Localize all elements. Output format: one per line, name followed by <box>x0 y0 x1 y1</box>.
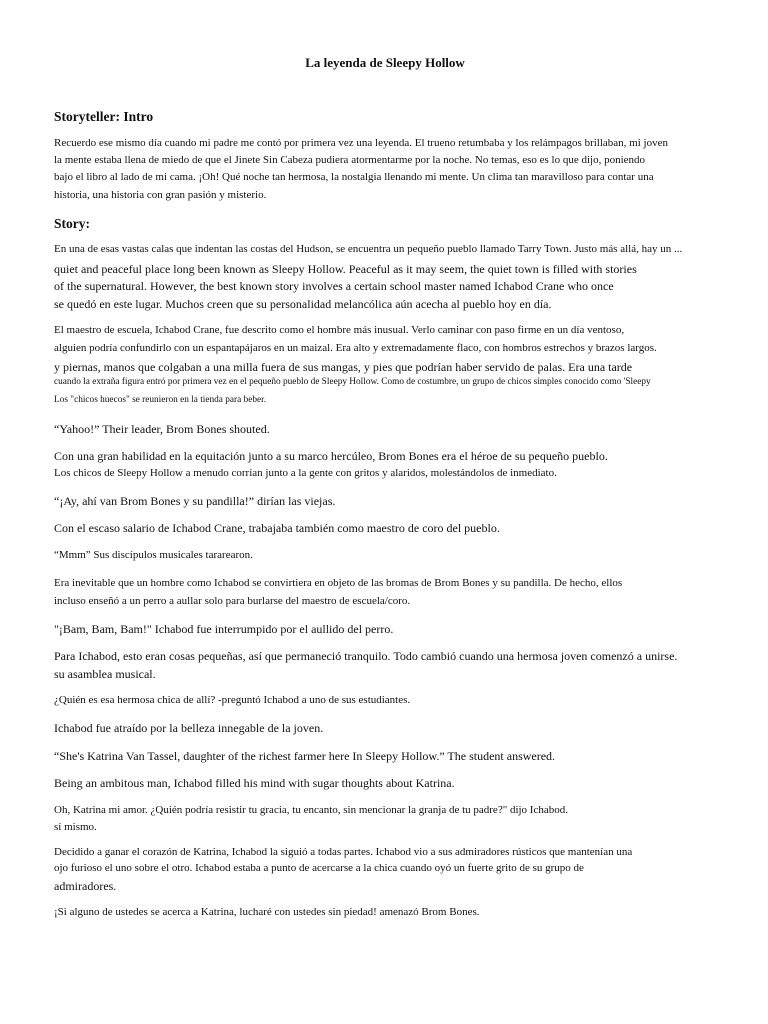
text-line: Los chicos de Sleepy Hollow a menudo corrían junto a la gente con gritos y alaridos, molestándolos de inmediato. <box>54 467 557 479</box>
text-line: Being an ambitous man, Ichabod filled his mind with sugar thoughts about Katrina. <box>54 776 455 790</box>
text-line: alguien podría confundirlo con un espantapájaros en un maizal. Era alto y extremadamente flaco, con hombros estrechos y brazos largos. <box>54 342 657 354</box>
text-line: sí mismo. <box>54 821 97 833</box>
section-heading-story: Story: <box>54 216 90 231</box>
text-line: “Mmm” Sus discípulos musicales tararearon. <box>54 549 253 561</box>
text-line: “Yahoo!” Their leader, Brom Bones shouted. <box>54 422 270 436</box>
text-line: ojo furioso el uno sobre el otro. Ichabod estaba a punto de acercarse a la chica cuando oyó un fuerte grito de su grupo de <box>54 862 584 874</box>
text-line: Los "chicos huecos" se reunieron en la tienda para beber. <box>54 395 267 405</box>
section-heading-intro: Storyteller: Intro <box>54 109 154 124</box>
text-line: ¡Si alguno de ustedes se acerca a Katrina, lucharé con ustedes sin piedad! amenazó Brom Bones. <box>54 906 480 918</box>
text-line: Con el escaso salario de Ichabod Crane, trabajaba también como maestro de coro del pueblo. <box>54 521 500 535</box>
text-line: En una de esas vastas calas que indentan las costas del Hudson, se encuentra un pequeño pueblo llamado Tarry Town. Justo más allá, hay un ... <box>54 243 683 255</box>
text-line: la mente estaba llena de miedo de que el Jinete Sin Cabeza pudiera atormentarme por la noche. No temas, eso es lo que dijo, poniendo <box>54 154 646 166</box>
text-line: "¡Bam, Bam, Bam!" Ichabod fue interrumpido por el aullido del perro. <box>54 622 394 636</box>
text-line: cuando la extraña figura entró por primera vez en el pequeño pueblo de Sleepy Hollow. Como de costumbre, un grupo de chicos simples conocido como 'Sleepy <box>54 377 651 387</box>
text-line: Decidido a ganar el corazón de Katrina, Ichabod la siguió a todas partes. Ichabod vio a sus admiradores rústicos que mantenían una <box>54 846 633 858</box>
text-line: Era inevitable que un hombre como Ichabod se convirtiera en objeto de las bromas de Brom Bones y su pandilla. De hecho, ellos <box>54 577 623 589</box>
text-line: y piernas, manos que colgaban a una milla fuera de sus mangas, y pies que podrían haber servido de palas. Era una tarde <box>54 360 633 374</box>
text-line: su asamblea musical. <box>54 667 156 681</box>
text-line: “¡Ay, ahí van Brom Bones y su pandilla!” dirían las viejas. <box>54 494 336 508</box>
text-line: Ichabod fue atraído por la belleza innegable de la joven. <box>54 721 324 735</box>
text-line: of the supernatural. However, the best known story involves a certain school master named Ichabod Crane who once <box>54 279 614 293</box>
text-line: incluso enseñó a un perro a aullar solo para burlarse del maestro de escuela/coro. <box>54 595 411 607</box>
text-line: quiet and peaceful place long been known as Sleepy Hollow. Peaceful as it may seem, the quiet town is filled with stories <box>54 262 637 276</box>
text-line: “She's Katrina Van Tassel, daughter of the richest farmer here In Sleepy Hollow.” The student answered. <box>54 749 556 763</box>
text-line: ¿Quién es esa hermosa chica de allí? -preguntó Ichabod a uno de sus estudiantes. <box>54 694 411 706</box>
text-line: Para Ichabod, esto eran cosas pequeñas, así que permaneció tranquilo. Todo cambió cuando una hermosa joven comenzó a unirse. <box>54 649 678 663</box>
text-line: admiradores. <box>54 879 117 893</box>
text-line: Recuerdo ese mismo día cuando mi padre me contó por primera vez una leyenda. El trueno retumbaba y los relámpagos brillaban, mi joven <box>54 137 668 149</box>
text-line: se quedó en este lugar. Muchos creen que su personalidad melancólica aún acecha al pueblo hoy en día. <box>54 297 552 311</box>
text-line: bajo el libro al lado de mi cama. ¡Oh! Qué noche tan hermosa, la nostalgia llenando mi mente. Un clima tan maravilloso para contar una <box>54 171 654 183</box>
text-line: El maestro de escuela, Ichabod Crane, fue descrito como el hombre más inusual. Verlo caminar con paso firme en un día ventoso, <box>54 324 625 336</box>
text-line: Con una gran habilidad en la equitación junto a su marco hercúleo, Brom Bones era el héroe de su pequeño pueblo. <box>54 449 608 463</box>
text-line: Oh, Katrina mi amor. ¿Quién podría resistir tu gracia, tu encanto, sin mencionar la granja de tu padre?" dijo Ichabod. <box>54 804 568 816</box>
document-title: La leyenda de Sleepy Hollow <box>305 55 465 70</box>
text-line: historia, una historia con gran pasión y misterio. <box>54 189 267 201</box>
